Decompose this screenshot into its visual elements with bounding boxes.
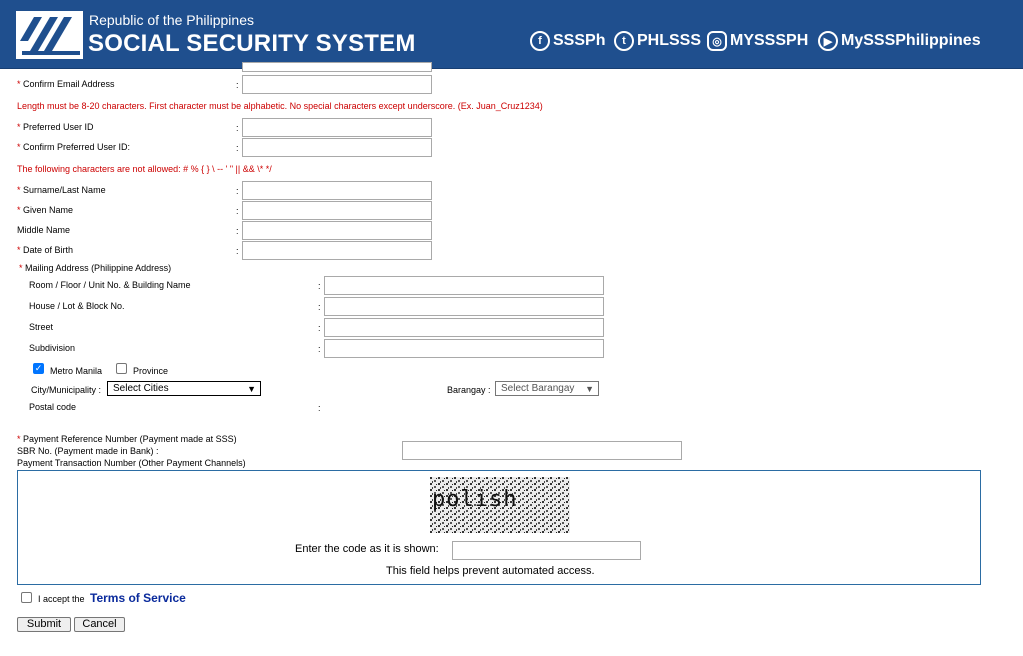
- captcha-box: [17, 470, 981, 585]
- surname-label: * Surname/Last Name: [17, 185, 106, 195]
- site-header: [0, 0, 1023, 69]
- colon: :: [318, 344, 321, 354]
- preferred-userid-input[interactable]: [242, 118, 432, 137]
- middle-name-input[interactable]: [242, 221, 432, 240]
- ptn-label: Payment Transaction Number (Other Payment Channels): [17, 458, 246, 468]
- province-checkbox[interactable]: [116, 363, 127, 374]
- postal-code-label: Postal code: [29, 402, 77, 412]
- sbr-label: SBR No. (Payment made in Bank) :: [17, 446, 159, 456]
- userid-rule-text: Length must be 8-20 characters. First character must be alphabetic. No special characters except underscore. (Ex. Juan_Cruz1234): [17, 101, 543, 111]
- colon: :: [318, 281, 321, 291]
- chevron-down-icon: ▼: [585, 384, 594, 394]
- confirm-userid-label: * Confirm Preferred User ID:: [17, 142, 131, 152]
- surname-input[interactable]: [242, 181, 432, 200]
- agency-title: SOCIAL SECURITY SYSTEM: [88, 30, 416, 57]
- room-input[interactable]: [324, 276, 604, 295]
- payment-ref-label: * Payment Reference Number (Payment made at SSS): [17, 434, 237, 444]
- colon: :: [236, 143, 239, 153]
- colon: :: [318, 323, 321, 333]
- middle-name-label: Middle Name: [17, 225, 71, 235]
- captcha-prompt: Enter the code as it is shown:: [295, 543, 439, 555]
- terms-prefix: I accept the: [38, 594, 85, 604]
- given-name-input[interactable]: [242, 201, 432, 220]
- colon: :: [236, 206, 239, 216]
- city-select-value: Select Cities: [113, 383, 169, 394]
- instagram-label: MYSSSPH: [730, 32, 809, 49]
- name-rule-text: The following characters are not allowed: # % { } \ -- ' " || && \* */: [17, 164, 272, 174]
- barangay-label: Barangay :: [447, 385, 491, 395]
- twitter-label: PHLSSS: [637, 32, 702, 49]
- colon: :: [236, 80, 239, 90]
- colon: :: [236, 226, 239, 236]
- metro-manila-checkbox[interactable]: ✓: [34, 363, 43, 373]
- facebook-icon: f: [530, 31, 550, 51]
- street-label: Street: [29, 322, 54, 332]
- mailing-address-label: * Mailing Address (Philippine Address): [19, 263, 172, 273]
- youtube-link[interactable]: [818, 30, 981, 52]
- terms-of-service-link[interactable]: Terms of Service: [90, 591, 186, 605]
- barangay-select[interactable]: [495, 381, 599, 396]
- colon: :: [236, 246, 239, 256]
- subdivision-label: Subdivision: [29, 343, 76, 353]
- captcha-help: This field helps prevent automated access.: [386, 565, 595, 577]
- room-label: Room / Floor / Unit No. & Building Name: [29, 280, 191, 290]
- sss-logo: [16, 11, 83, 59]
- house-label: House / Lot & Block No.: [29, 301, 125, 311]
- youtube-label: MySSSPhilippines: [841, 32, 981, 49]
- instagram-link[interactable]: [707, 30, 808, 52]
- metro-manila-label: Metro Manila: [50, 366, 103, 376]
- youtube-icon: ▶: [818, 31, 838, 51]
- captcha-image: [430, 477, 570, 533]
- street-input[interactable]: [324, 318, 604, 337]
- province-label: Province: [133, 366, 169, 376]
- republic-label: Republic of the Philippines: [89, 12, 254, 28]
- payment-ref-input[interactable]: [402, 441, 682, 460]
- given-name-label: * Given Name: [17, 205, 74, 215]
- facebook-link[interactable]: [530, 30, 605, 52]
- twitter-link[interactable]: [614, 30, 701, 52]
- confirm-userid-input[interactable]: [242, 138, 432, 157]
- submit-button[interactable]: Submit: [17, 617, 71, 632]
- subdivision-input[interactable]: [324, 339, 604, 358]
- preferred-userid-label: * Preferred User ID: [17, 122, 94, 132]
- colon: :: [318, 302, 321, 312]
- dob-input[interactable]: [242, 241, 432, 260]
- cancel-button[interactable]: Cancel: [74, 617, 125, 632]
- email-input[interactable]: [242, 62, 432, 72]
- instagram-icon: ◎: [707, 31, 727, 51]
- city-select[interactable]: [107, 381, 261, 396]
- barangay-select-value: Select Barangay: [501, 383, 575, 394]
- city-label: City/Municipality :: [31, 385, 102, 395]
- dob-label: * Date of Birth: [17, 245, 74, 255]
- confirm-email-label: * Confirm Email Address: [17, 79, 115, 89]
- facebook-label: SSSPh: [553, 32, 606, 49]
- colon: :: [318, 403, 321, 413]
- terms-checkbox[interactable]: [21, 592, 32, 603]
- twitter-icon: t: [614, 31, 634, 51]
- captcha-input[interactable]: [452, 541, 641, 560]
- captcha-word: polish: [432, 487, 518, 512]
- colon: :: [236, 123, 239, 133]
- chevron-down-icon: ▼: [247, 384, 256, 394]
- house-input[interactable]: [324, 297, 604, 316]
- colon: :: [236, 186, 239, 196]
- confirm-email-input[interactable]: [242, 75, 432, 94]
